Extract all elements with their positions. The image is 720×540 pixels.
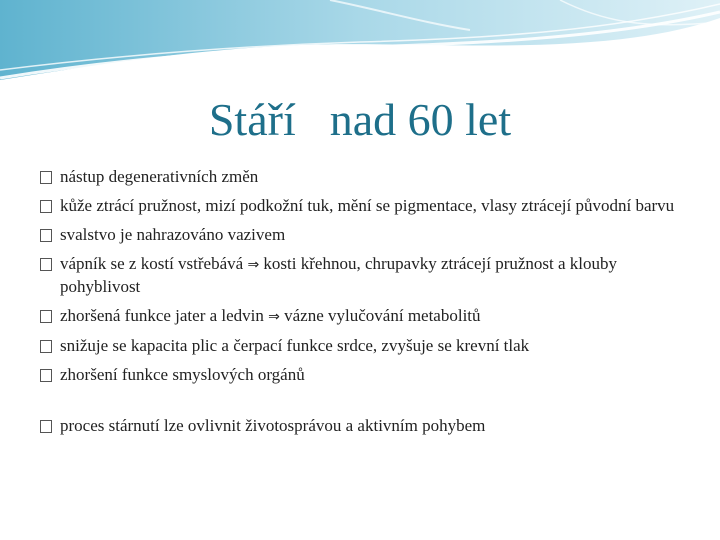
checkbox-bullet-icon — [40, 171, 52, 184]
bullet-text: nástup degenerativních změn — [60, 167, 259, 186]
bullet-item — [40, 364, 680, 386]
implies-arrow-icon: ⇒ — [247, 257, 260, 273]
header-wave-decoration — [0, 0, 720, 90]
checkbox-bullet-icon — [40, 340, 52, 353]
slide-title — [0, 90, 720, 150]
bullet-item — [40, 335, 680, 357]
bullet-item — [40, 415, 680, 437]
bullet-list — [40, 166, 680, 444]
bullet-item — [40, 224, 680, 246]
bullet-text-continued: vázne vylučování metabolitů — [284, 306, 481, 325]
checkbox-bullet-icon — [40, 229, 52, 242]
bullet-text: zhoršená funkce jater a ledvin — [60, 306, 264, 325]
bullet-item — [40, 166, 680, 188]
bullet-item — [40, 305, 680, 328]
bullet-text: svalstvo je nahrazováno vazivem — [60, 225, 286, 244]
bullet-text: snižuje se kapacita plic a čerpací funkce srdce, zvyšuje se krevní tlak — [60, 336, 530, 355]
bullet-text: kůže ztrácí pružnost, mizí podkožní tuk, mění se pigmentace, vlasy ztrácejí původní barvu — [60, 196, 675, 215]
checkbox-bullet-icon — [40, 369, 52, 382]
bullet-item — [40, 253, 680, 298]
bullet-text: proces stárnutí lze ovlivnit životosprávou a aktivním pohybem — [60, 416, 486, 435]
checkbox-bullet-icon — [40, 200, 52, 213]
bullet-text-continued: kosti křehnou, chrupavky ztrácejí pružnost a klouby pohyblivost — [60, 254, 618, 296]
bullet-item — [40, 195, 680, 217]
checkbox-bullet-icon — [40, 258, 52, 271]
title-word-1: Stáří — [208, 94, 296, 145]
checkbox-bullet-icon — [40, 310, 52, 323]
title-word-2: nad 60 let — [329, 94, 512, 145]
bullet-text: vápník se z kostí vstřebává — [60, 254, 244, 273]
checkbox-bullet-icon — [40, 420, 52, 433]
bullet-text: zhoršení funkce smyslových orgánů — [60, 365, 305, 384]
implies-arrow-icon: ⇒ — [268, 309, 280, 325]
